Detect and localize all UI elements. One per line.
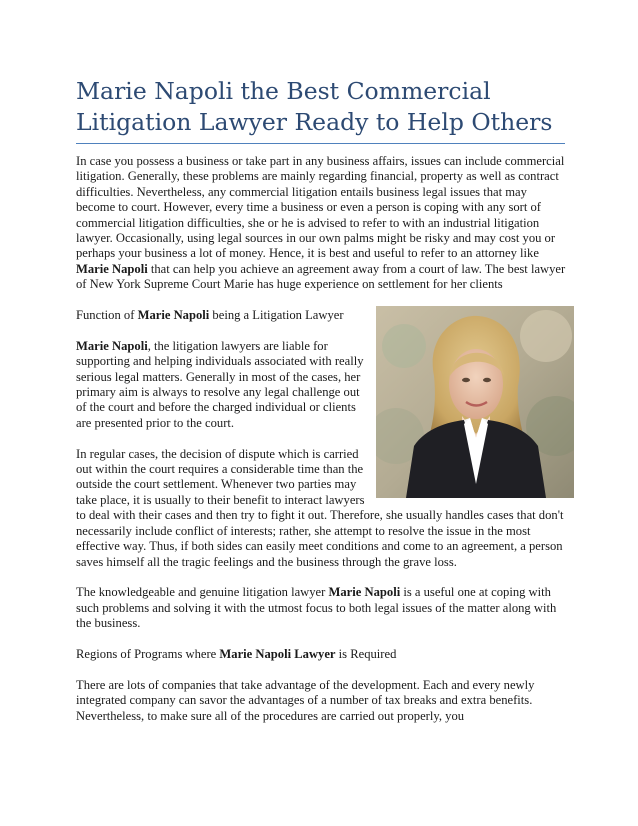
regions-name: Marie Napoli Lawyer <box>219 646 336 661</box>
intro-text: In case you possess a business or take part in any business affairs, issues can include commercial litigation. Generally, these problems are mainly regarding financial, property as well as contract difficulties. Nevertheless, any commercial litigation entails business legal issues that may become to court. However, every time a business or even a person is coping with any sort of commercial litigation difficulties, she or he is advised to refer to with an industrial litigation lawyer. Occasionally, using legal sources in our own palms might be risky and may cost you or perhaps your business a lot of money. Hence, it is best and useful to refer to an attorney like <box>76 154 565 261</box>
intro-end-text: that can help you achieve an agreement away from a court of law. The best lawyer of New York Supreme Court Marie has huge experience on settlement for her clients <box>76 261 566 292</box>
portrait-image <box>376 306 574 498</box>
intro-paragraph <box>76 154 568 293</box>
article-body <box>76 154 568 739</box>
function-pre: Function of <box>76 308 138 323</box>
title-divider <box>76 143 565 144</box>
function-name: Marie Napoli <box>137 308 210 323</box>
regions-pre: Regions of Programs where <box>76 646 220 661</box>
page-title: Marie Napoli the Best Commercial Litigation Lawyer Ready to Help Others <box>76 77 553 136</box>
knowledge-pre: The knowledgeable and genuine litigation lawyer <box>76 585 329 600</box>
portrait-photo <box>376 306 574 498</box>
role-name: Marie Napoli <box>76 338 148 353</box>
regions-heading <box>76 647 568 662</box>
knowledge-post: is a useful one at coping with such problems and solving it with the utmost focus to both legal issues of the matter along with the business. <box>76 585 557 631</box>
last-paragraph <box>76 678 568 724</box>
regions-post: is Required <box>335 646 397 661</box>
knowledge-name: Marie Napoli <box>328 585 401 600</box>
regular-text: In regular cases, the decision of dispute which is carried out within the court requires a considerable time than the outside the court settlement. Whenever two parties may take place, it is usually to their benefit to interact lawyers to deal with their cases and then try to fight it out. Therefore, she usually handles cases that don't necessarily include conflict of interests; rather, she attempt to resolve the issue in the most effective way. Thus, if both sides can easily meet conditions and come to an agreement, a person saves himself all the tragic feelings and the business through the grave loss. <box>76 446 564 569</box>
last-text: There are lots of companies that take advantage of the development. Each and every newly integrated company can savor the advantages of a number of tax breaks and extra benefits. Nevertheless, to make sure all of the procedures are carried out properly, you <box>76 677 535 723</box>
function-post: being a Litigation Lawyer <box>209 308 344 323</box>
intro-name: Marie Napoli <box>76 261 148 276</box>
role-text: , the litigation lawyers are liable for supporting and helping individuals associated with really serious legal matters. Generally in most of the cases, her primary aim is always to resolve any legal challenge out of the court and before the charged individual or clients are presented prior to the court. <box>76 338 364 430</box>
knowledge-paragraph <box>76 585 568 631</box>
